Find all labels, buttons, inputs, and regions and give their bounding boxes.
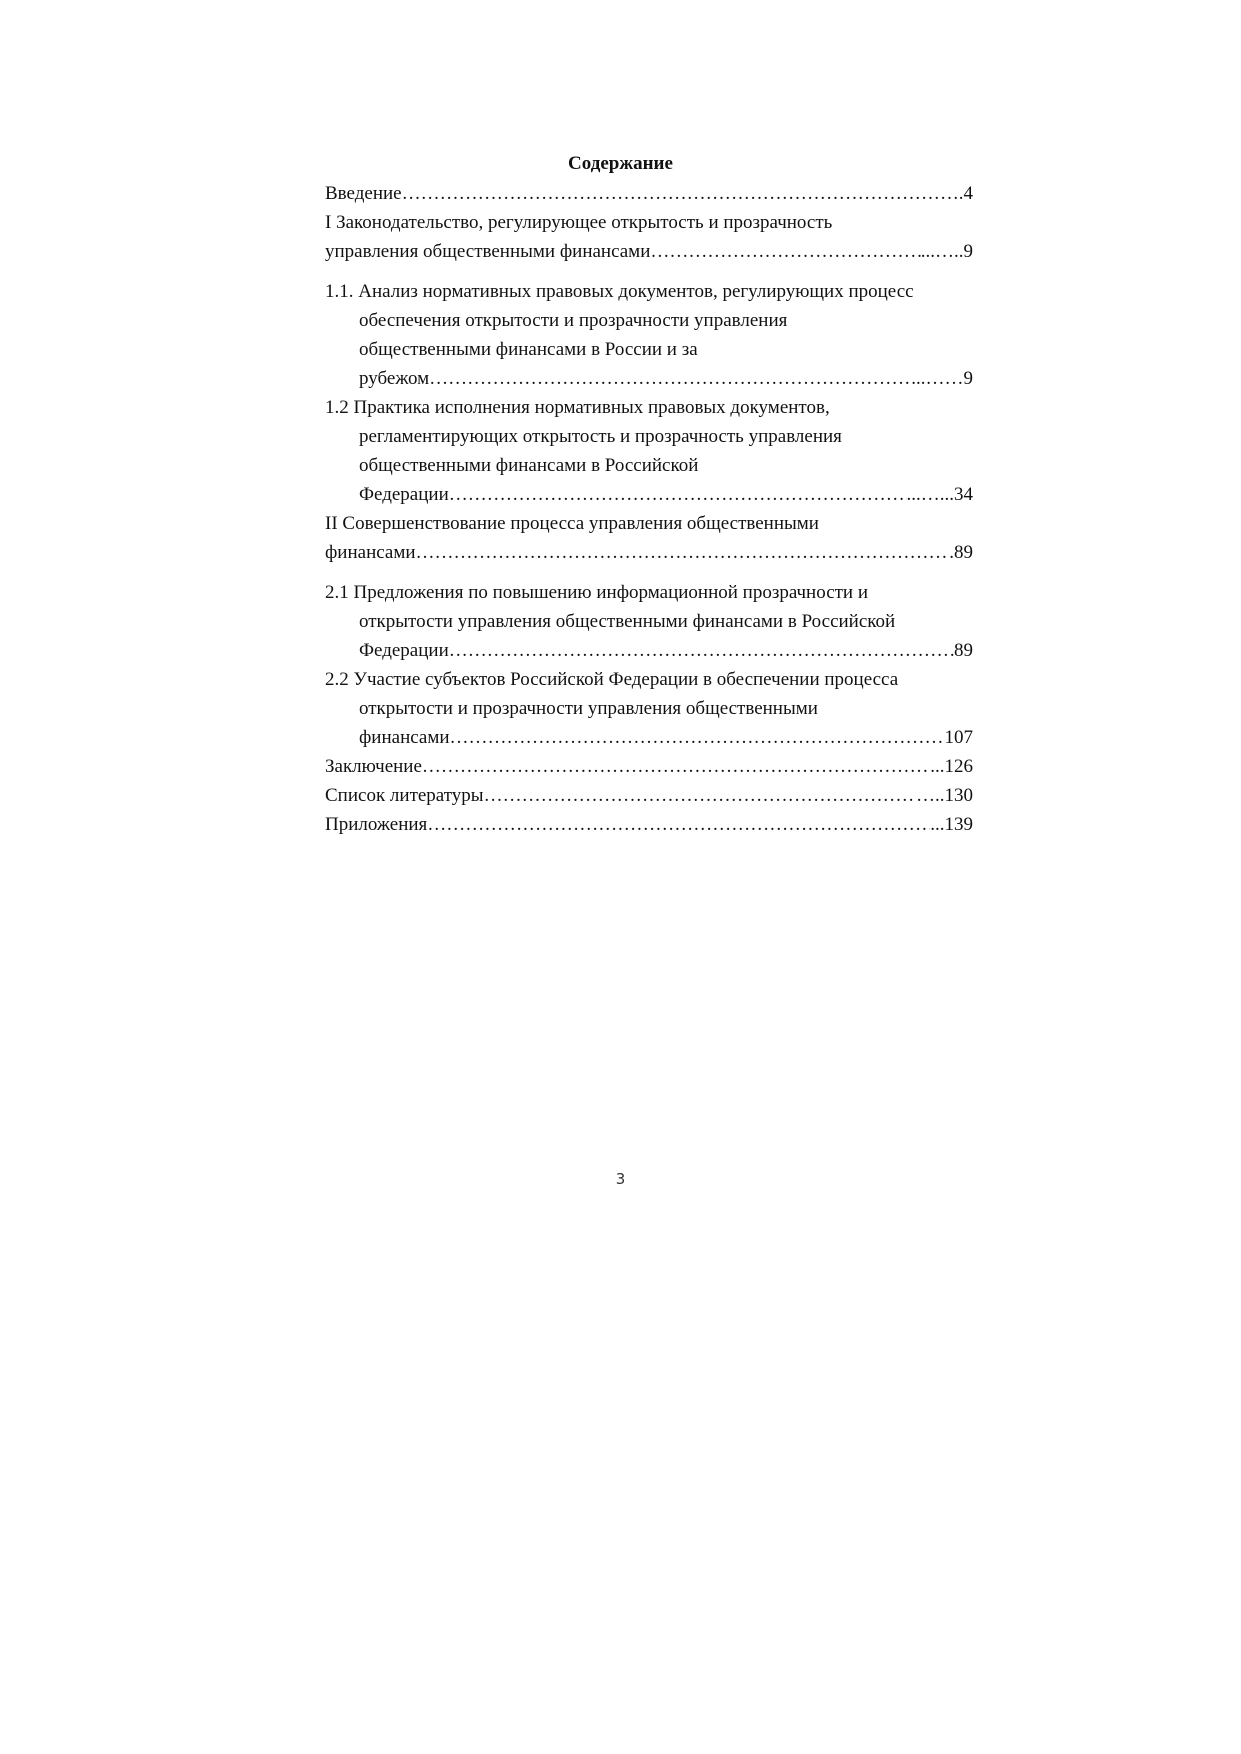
toc-entry-label: финансами — [359, 727, 450, 748]
toc-leader-line — [325, 723, 973, 752]
toc-page-number: ...126 — [930, 756, 973, 777]
toc-title: Содержание — [568, 153, 673, 174]
toc-page-number: ...139 — [930, 814, 973, 835]
toc-entry-text-line: общественными финансами в России и за — [359, 339, 698, 360]
toc-entry-section-1-2 — [325, 393, 973, 509]
toc-entry-label: рубежом — [359, 368, 430, 389]
toc-entry-label: Заключение — [325, 756, 422, 777]
toc-dot-leader — [429, 364, 911, 393]
toc-page-number: …..130 — [916, 785, 973, 806]
toc-entry-text-line: обеспечения открытости и прозрачности управления — [359, 310, 788, 331]
toc-page-number: 107 — [944, 727, 973, 748]
toc-entry-text-line: II Совершенствование процесса управления общественными — [325, 513, 819, 534]
toc-entry-text-line: 1.2 Практика исполнения нормативных правовых документов, — [325, 397, 830, 418]
toc-leader-line — [325, 364, 973, 393]
toc-entry-text-line: 2.1 Предложения по повышению информационной прозрачности и — [325, 582, 869, 603]
toc-entry-text-line: открытости управления общественными финансами в Российской — [359, 611, 896, 632]
toc-dot-leader — [484, 781, 916, 810]
toc-dot-leader — [449, 636, 954, 665]
toc-page-number: .4 — [958, 183, 973, 204]
toc-entry-label: Приложения — [325, 814, 428, 835]
toc-dot-leader — [416, 538, 950, 567]
toc-entry-label: Федерации — [359, 640, 449, 661]
toc-page-number: ...……9 — [911, 368, 973, 389]
toc-dot-leader — [402, 179, 959, 208]
toc-page-number: .89 — [949, 542, 973, 563]
toc-entry-text-line: открытости и прозрачности управления общественными — [359, 698, 818, 719]
toc-entry-label: Введение — [325, 183, 402, 204]
toc-entry-text-line: 1.1. Анализ нормативных правовых документов, регулирующих процесс — [325, 281, 914, 302]
toc-dot-leader — [449, 480, 907, 509]
toc-leader-line — [325, 752, 973, 781]
toc-entry-introduction — [325, 179, 973, 208]
toc-entry-conclusion — [325, 752, 973, 781]
toc-dot-leader — [650, 237, 920, 266]
toc-leader-line — [325, 538, 973, 567]
toc-leader-line — [325, 179, 973, 208]
toc-entry-section-2-1 — [325, 578, 973, 665]
toc-page-number: ...…..9 — [920, 241, 973, 262]
toc-entry-appendices — [325, 810, 973, 839]
toc-dot-leader — [450, 723, 945, 752]
toc-entry-section-1-1 — [325, 277, 973, 393]
toc-entry-chapter-1 — [325, 208, 973, 266]
page-number: 3 — [615, 1170, 626, 1188]
toc-leader-line — [325, 810, 973, 839]
toc-leader-line — [325, 237, 973, 266]
toc-entry-text-line: регламентирующих открытость и прозрачность управления — [359, 426, 842, 447]
toc-page-number: 89 — [954, 640, 973, 661]
toc-entry-chapter-2 — [325, 509, 973, 567]
toc-entry-label: финансами — [325, 542, 416, 563]
toc-entry-label: Федерации — [359, 484, 449, 505]
toc-entry-section-2-2 — [325, 665, 973, 752]
toc-entry-label: управления общественными финансами — [325, 241, 651, 262]
toc-leader-line — [325, 781, 973, 810]
toc-entry-label: Список литературы — [325, 785, 484, 806]
toc-entry-references — [325, 781, 973, 810]
toc-leader-line — [325, 636, 973, 665]
toc-dot-leader — [427, 810, 930, 839]
toc-entry-text-line: I Законодательство, регулирующее открытость и прозрачность — [325, 212, 833, 233]
toc-leader-line — [325, 480, 973, 509]
table-of-contents — [325, 179, 973, 839]
toc-entry-text-line: общественными финансами в Российской — [359, 455, 699, 476]
toc-entry-text-line: 2.2 Участие субъектов Российской Федерации в обеспечении процесса — [325, 669, 899, 690]
toc-dot-leader — [422, 752, 930, 781]
toc-page-number: ...…...34 — [906, 484, 973, 505]
